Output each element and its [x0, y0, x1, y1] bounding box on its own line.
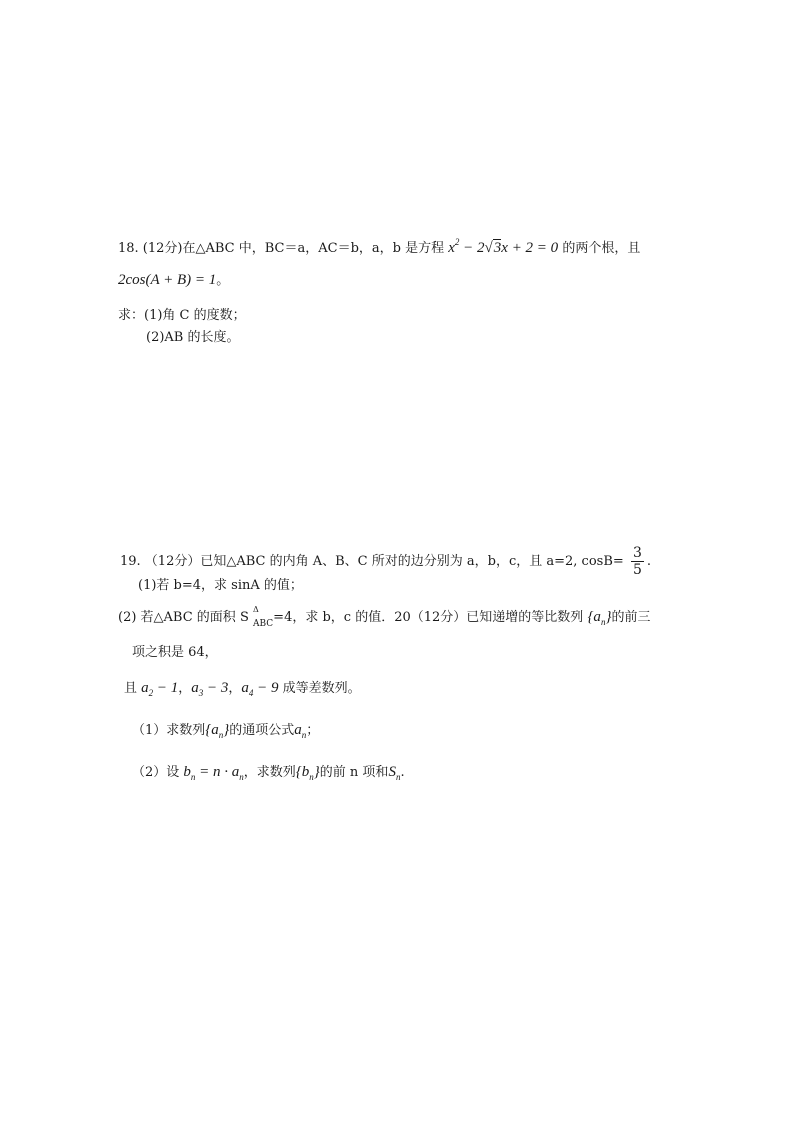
- q20-line2: 项之积是 64，: [132, 645, 218, 660]
- q18-part2: (2)AB 的长度。: [146, 330, 240, 345]
- q18-condition: 2cos(A + B) = 1: [118, 272, 217, 288]
- q19-line1: 19. （12分）已知△ABC 的内角 A、B、C 所对的边分别为 a，b，c，且 a=2, cosB= $\frac{3}{5}$ .: [120, 545, 651, 578]
- q18-line1: [118, 232, 640, 259]
- q18-line2: 2cos(A + B) = 1。: [118, 272, 230, 288]
- q20-condition: 且 $a_2 - 1$，$a_3 - 3$，$a_4 - 9$ 成等差数列。: [124, 680, 361, 698]
- q19-part2-line: (2) 若△ABC 的面积 S Δ ABC=4，求 b，c 的值．20（12分）已知递增的等比数列 $\{a_n\}$的前三: [118, 607, 650, 634]
- q20-part2: （2）设 $b_n = n \cdot a_n$，求数列$\{b_n\}$的前 n 项和$S_n$.: [132, 764, 405, 782]
- q19-area-subscript: Δ ABC: [253, 605, 274, 629]
- q20-part1: （1）求数列$\{a_n\}$的通项公式$a_n$；: [132, 722, 320, 740]
- q18-intro: 18. (12分)在△ABC 中，BC＝a，AC＝b，a，b 是方程: [118, 241, 445, 256]
- q19-intro: 19. （12分）已知△ABC 的内角 A、B、C 所对的边分别为 a，b，c，且 a=2, cosB=: [120, 554, 624, 569]
- q18-equation: $x^2 - 2√3x + 2 = 0$: [448, 237, 559, 256]
- q18-part1: 求：(1)角 C 的度数；: [118, 308, 246, 323]
- q19-cosb-fraction: $\frac{3}{5}$: [632, 545, 642, 578]
- q18-intro-end: 的两个根，且: [562, 241, 641, 256]
- q19-part1: (1)若 b=4，求 sinA 的值；: [138, 578, 303, 593]
- q20-sequence-an: $\{a_n\}$: [587, 609, 612, 627]
